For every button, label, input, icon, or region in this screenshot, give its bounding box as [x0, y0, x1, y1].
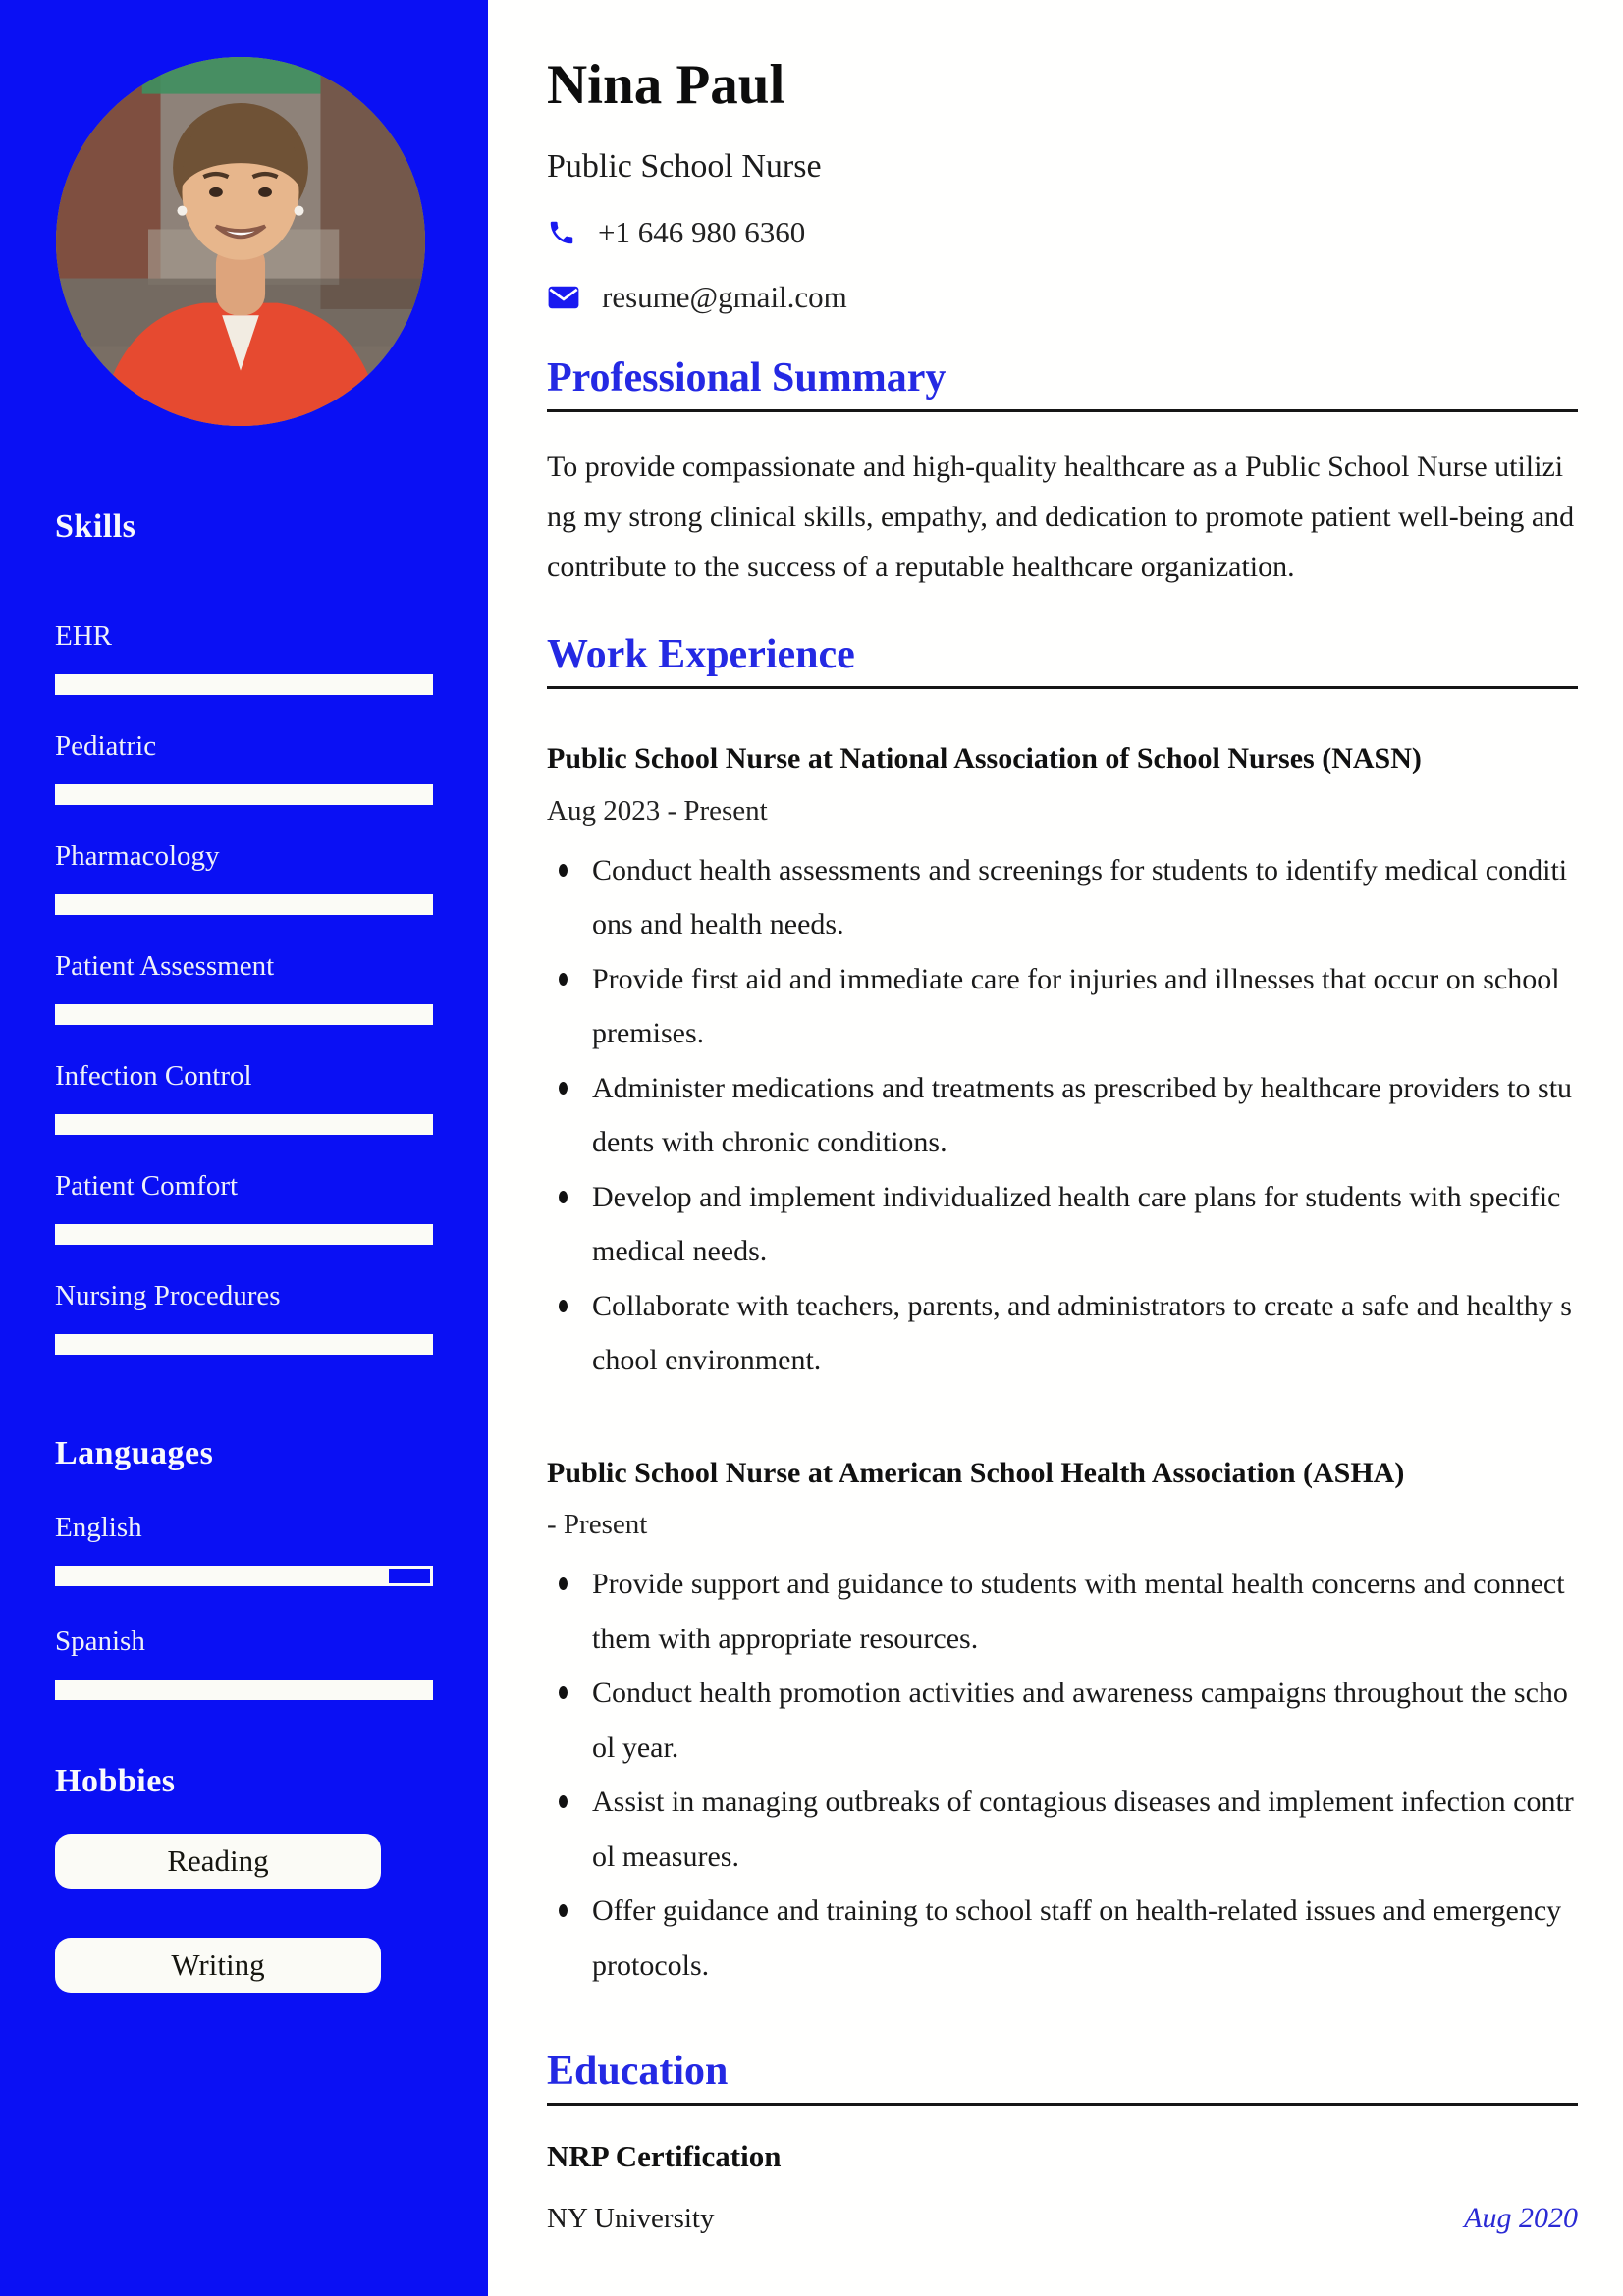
email-icon: [547, 284, 580, 311]
skills-list: [0, 585, 488, 1355]
skill-bar-fill: [58, 1337, 430, 1352]
skill-label: EHR: [55, 620, 112, 652]
duty-item: Develop and implement individualized health care plans for students with specific medical needs.: [547, 1170, 1578, 1279]
language-bar: [55, 1680, 433, 1700]
skill-bar-fill: [58, 1007, 430, 1022]
skill-item: [55, 915, 433, 1025]
experience-heading: Work Experience: [547, 632, 855, 677]
skill-item: [55, 585, 433, 695]
skill-bar: [55, 1004, 433, 1025]
sidebar: [0, 0, 488, 2296]
person-name: Nina Paul: [547, 54, 785, 116]
skills-heading: Skills: [55, 508, 136, 545]
language-bar-fill: [58, 1569, 389, 1583]
language-label: English: [55, 1512, 142, 1543]
education-heading: Education: [547, 2049, 729, 2094]
hobbies-section: [0, 1763, 488, 1993]
duty-item: Conduct health assessments and screenings for students to identify medical conditions and health needs.: [547, 843, 1578, 952]
skill-bar-fill: [58, 1117, 430, 1132]
job-2-duties: [547, 1557, 1578, 1993]
section-divider: [547, 409, 1578, 412]
education-school: NY University: [547, 2203, 715, 2234]
skill-item: [55, 1245, 433, 1355]
skill-bar-fill: [58, 787, 430, 802]
phone-icon: [547, 218, 576, 247]
skill-item: [55, 1025, 433, 1135]
duty-item: Provide support and guidance to students with mental health concerns and connect them with appropriate resources.: [547, 1557, 1578, 1666]
skill-label: Pharmacology: [55, 840, 220, 872]
skill-item: [55, 1135, 433, 1245]
summary-heading: Professional Summary: [547, 355, 947, 400]
duty-item: Assist in managing outbreaks of contagious diseases and implement infection control measures.: [547, 1775, 1578, 1884]
job-2-dates: - Present: [547, 1509, 648, 1540]
skill-bar: [55, 1114, 433, 1135]
skill-bar-fill: [58, 1227, 430, 1242]
skill-bar-fill: [58, 897, 430, 912]
email-row[interactable]: [547, 280, 1578, 315]
section-divider: [547, 686, 1578, 689]
languages-heading: Languages: [55, 1435, 214, 1471]
language-item: [55, 1586, 433, 1700]
education-row: [547, 2202, 1578, 2235]
language-bar: [55, 1566, 433, 1586]
skill-bar: [55, 674, 433, 695]
section-divider: [547, 2103, 1578, 2106]
job-2-title: Public School Nurse at American School Health Association (ASHA): [547, 1456, 1405, 1489]
skill-bar: [55, 784, 433, 805]
skill-label: Pediatric: [55, 730, 157, 762]
person-role: Public School Nurse: [547, 148, 822, 185]
language-item: [55, 1472, 433, 1586]
resume-body: [488, 0, 1623, 2296]
skill-bar-fill: [58, 677, 430, 692]
education-date: Aug 2020: [1464, 2202, 1578, 2234]
education-degree: NRP Certification: [547, 2139, 782, 2173]
language-label: Spanish: [55, 1626, 145, 1657]
email-address[interactable]: resume@gmail.com: [602, 280, 847, 314]
duty-item: Collaborate with teachers, parents, and administrators to create a safe and healthy school environment.: [547, 1279, 1578, 1388]
duty-item: Provide first aid and immediate care for injuries and illnesses that occur on school premises.: [547, 952, 1578, 1061]
job-1-dates: Aug 2023 - Present: [547, 794, 768, 827]
duty-item: Offer guidance and training to school staff on health-related issues and emergency protocols.: [547, 1884, 1578, 1993]
skill-bar: [55, 894, 433, 915]
skill-label: Patient Assessment: [55, 950, 275, 982]
job-1-title: Public School Nurse at National Association of School Nurses (NASN): [547, 742, 1422, 774]
duty-item: Conduct health promotion activities and awareness campaigns throughout the school year.: [547, 1666, 1578, 1775]
profile-photo-illustration: [56, 57, 425, 426]
languages-section: [0, 1435, 488, 1700]
hobbies-heading: Hobbies: [55, 1763, 176, 1799]
skill-label: Nursing Procedures: [55, 1280, 281, 1311]
skill-bar: [55, 1334, 433, 1355]
profile-photo: [56, 57, 425, 426]
job-1-duties: [547, 843, 1578, 1388]
summary-text: To provide compassionate and high-quality healthcare as a Public School Nurse utilizing my strong clinical skills, empathy, and dedication to promote patient well-being and contribute to the success of a reputable healthcare organization.: [547, 451, 1575, 583]
skill-label: Patient Comfort: [55, 1170, 239, 1201]
hobby-chip-reading: Reading: [55, 1834, 381, 1889]
phone-row[interactable]: [547, 215, 1578, 250]
skill-label: Infection Control: [55, 1060, 252, 1092]
duty-item: Administer medications and treatments as prescribed by healthcare providers to students with chronic conditions.: [547, 1061, 1578, 1170]
hobby-chip-writing: Writing: [55, 1938, 381, 1993]
skill-item: [55, 695, 433, 805]
language-bar-fill: [58, 1682, 430, 1697]
skill-bar: [55, 1224, 433, 1245]
phone-number[interactable]: +1 646 980 6360: [598, 215, 806, 249]
skill-item: [55, 805, 433, 915]
